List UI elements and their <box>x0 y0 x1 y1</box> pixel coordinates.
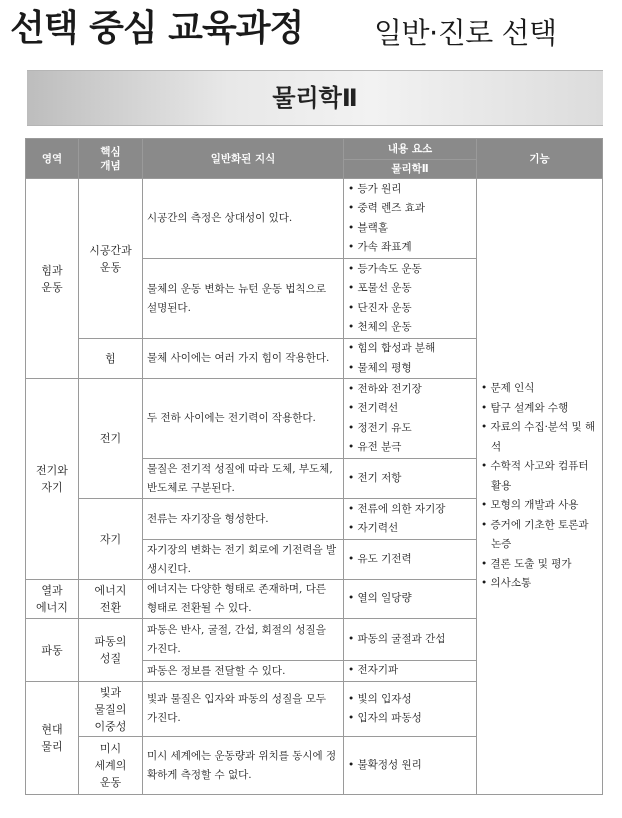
skill-item: • 탐구 설계와 수행 <box>481 399 598 419</box>
knowledge-cell: 물체의 운동 변화는 뉴턴 운동 법칙으로 설명된다. <box>143 259 344 339</box>
content-element-item: • 블랙홀 <box>348 219 472 239</box>
header-skills: 기능 <box>477 139 603 179</box>
content-element-item: • 불확정성 원리 <box>348 756 472 776</box>
content-element-item: • 전기력선 <box>348 399 472 419</box>
skill-item: • 의사소통 <box>481 574 598 594</box>
content-element-item: • 유전 분극 <box>348 438 472 458</box>
knowledge-cell: 미시 세계에는 운동량과 위치를 동시에 정확하게 측정할 수 없다. <box>143 737 344 795</box>
content-elements-cell <box>344 259 477 339</box>
knowledge-cell: 빛과 물질은 입자와 파동의 성질을 모두 가진다. <box>143 682 344 737</box>
domain-cell: 전기와 자기 <box>26 379 79 580</box>
content-element-item: • 빛의 입자성 <box>348 690 472 710</box>
content-element-item: • 입자의 파동성 <box>348 709 472 729</box>
domain-cell: 현대 물리 <box>26 682 79 795</box>
page-subtitle: 일반·진로 선택 <box>374 16 557 50</box>
skill-item: • 결론 도출 및 평가 <box>481 555 598 575</box>
skill-item: • 문제 인식 <box>481 379 598 399</box>
content-elements-cell <box>344 339 477 379</box>
content-element-item: • 등가 원리 <box>348 180 472 200</box>
content-elements-cell <box>344 379 477 459</box>
skill-item: • 모형의 개발과 사용 <box>481 496 598 516</box>
knowledge-cell: 전류는 자기장을 형성한다. <box>143 499 344 540</box>
concept-cell: 미시 세계의 운동 <box>79 737 143 795</box>
content-element-item: • 유도 기전력 <box>348 550 472 570</box>
knowledge-cell: 물질은 전기적 성질에 따라 도체, 부도체, 반도체로 구분된다. <box>143 459 344 499</box>
content-element-item: • 단진자 운동 <box>348 299 472 319</box>
knowledge-cell: 물체 사이에는 여러 가지 힘이 작용한다. <box>143 339 344 379</box>
concept-cell: 자기 <box>79 499 143 580</box>
header-content-elements: 내용 요소 <box>344 139 477 160</box>
page-title: 선택 중심 교육과정 <box>10 8 304 49</box>
content-elements-cell <box>344 737 477 795</box>
content-elements-cell <box>344 179 477 259</box>
skill-item: • 자료의 수집·분석 및 해석 <box>481 418 598 457</box>
content-elements-cell <box>344 661 477 682</box>
content-elements-cell <box>344 580 477 619</box>
concept-cell: 빛과 물질의 이중성 <box>79 682 143 737</box>
knowledge-cell: 자기장의 변화는 전기 회로에 기전력을 발생시킨다. <box>143 540 344 580</box>
content-elements-cell <box>344 540 477 580</box>
knowledge-cell: 두 전하 사이에는 전기력이 작용한다. <box>143 379 344 459</box>
content-elements-cell <box>344 459 477 499</box>
content-element-item: • 전하와 전기장 <box>348 380 472 400</box>
curriculum-table <box>25 138 603 795</box>
knowledge-cell: 시공간의 측정은 상대성이 있다. <box>143 179 344 259</box>
content-element-item: • 물체의 평형 <box>348 359 472 379</box>
content-element-item: • 전자기파 <box>348 661 472 681</box>
header-core-concept: 핵심 개념 <box>79 139 143 179</box>
header-subject: 물리학Ⅱ <box>344 160 477 179</box>
concept-cell: 힘 <box>79 339 143 379</box>
content-elements-cell <box>344 682 477 737</box>
content-element-item: • 전기 저항 <box>348 469 472 489</box>
header-domain: 영역 <box>26 139 79 179</box>
content-element-item: • 중력 렌즈 효과 <box>348 199 472 219</box>
content-element-item: • 가속 좌표계 <box>348 238 472 258</box>
concept-cell: 에너지 전환 <box>79 580 143 619</box>
domain-cell: 파동 <box>26 619 79 682</box>
page-header <box>0 0 622 62</box>
subject-banner <box>27 70 603 126</box>
skill-item: • 증거에 기초한 토론과 논증 <box>481 516 598 555</box>
domain-cell: 힘과 운동 <box>26 179 79 379</box>
content-element-item: • 천체의 운동 <box>348 318 472 338</box>
knowledge-cell: 파동은 정보를 전달할 수 있다. <box>143 661 344 682</box>
content-element-item: • 자기력선 <box>348 519 472 539</box>
content-element-item: • 등가속도 운동 <box>348 260 472 280</box>
knowledge-cell: 에너지는 다양한 형태로 존재하며, 다른 형태로 전환될 수 있다. <box>143 580 344 619</box>
content-element-item: • 정전기 유도 <box>348 419 472 439</box>
concept-cell: 전기 <box>79 379 143 499</box>
content-element-item: • 열의 일당량 <box>348 589 472 609</box>
skills-cell <box>477 179 603 795</box>
content-elements-cell <box>344 619 477 661</box>
concept-cell: 시공간과 운동 <box>79 179 143 339</box>
content-element-item: • 포물선 운동 <box>348 279 472 299</box>
content-element-item: • 힘의 합성과 분해 <box>348 339 472 359</box>
domain-cell: 열과 에너지 <box>26 580 79 619</box>
subject-title: 물리학Ⅱ <box>272 84 358 112</box>
content-element-item: • 파동의 굴절과 간섭 <box>348 630 472 650</box>
content-element-item: • 전류에 의한 자기장 <box>348 500 472 520</box>
concept-cell: 파동의 성질 <box>79 619 143 682</box>
content-elements-cell <box>344 499 477 540</box>
knowledge-cell: 파동은 반사, 굴절, 간섭, 회절의 성질을 가진다. <box>143 619 344 661</box>
skill-item: • 수학적 사고와 컴퓨터 활용 <box>481 457 598 496</box>
header-general-knowledge: 일반화된 지식 <box>143 139 344 179</box>
